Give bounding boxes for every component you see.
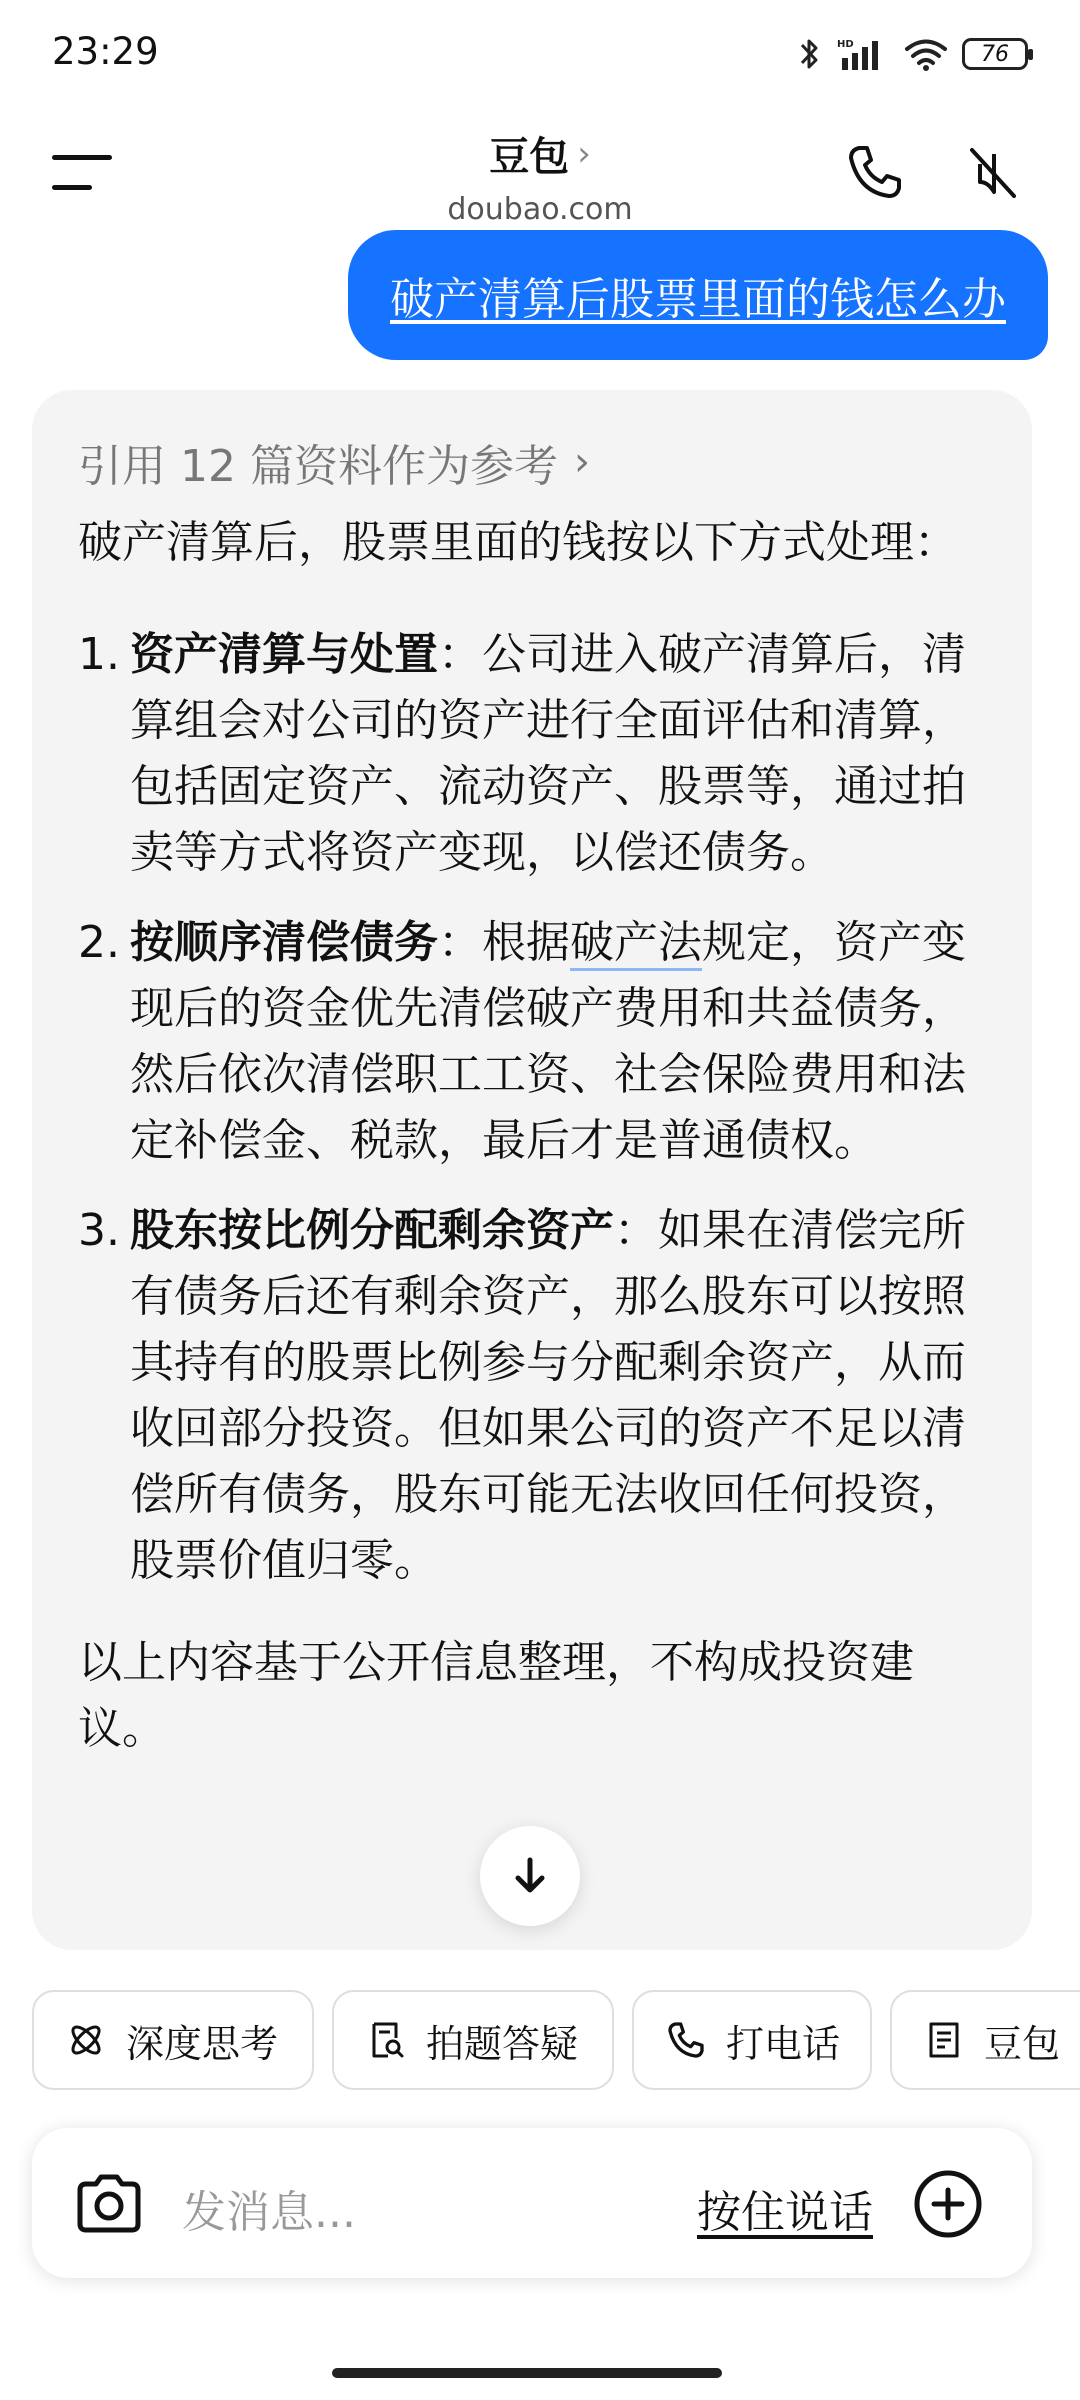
status-bar [0, 0, 1080, 110]
chat-title: 豆包 [489, 134, 570, 180]
chip-label: 深度思考 [126, 2021, 279, 2066]
message-input-bar [32, 2128, 1032, 2278]
user-message-text: 破产清算后股票里面的钱怎么办 [390, 274, 1006, 325]
list-text: ：根据 [438, 917, 570, 968]
chip-label: 打电话 [726, 2021, 841, 2066]
battery-indicator [962, 38, 1028, 70]
list-number: 1. [78, 629, 120, 680]
phone-icon [845, 142, 905, 202]
list-item [78, 1198, 998, 1594]
bluetooth-icon [798, 36, 822, 72]
list-item [78, 910, 998, 1174]
chip-deep-thinking[interactable] [32, 1990, 314, 2090]
chevron-right-icon: › [573, 439, 590, 485]
references-link[interactable] [78, 430, 590, 494]
add-attachment-button[interactable] [912, 2168, 984, 2240]
signal-icon [836, 36, 890, 72]
list-item [78, 622, 998, 886]
doc-icon [924, 2020, 964, 2060]
list-text: ：公司进入破产清算后，清算组会对公司的资产进行全面评估和清算，包括固定资产、流动资产、股票等，通过拍卖等方式将资产变现，以偿还债务。 [130, 629, 966, 878]
quick-action-chips [32, 1990, 1080, 2092]
chip-doubao[interactable] [890, 1990, 1080, 2090]
camera-icon [74, 2168, 144, 2238]
user-message-bubble[interactable] [348, 230, 1048, 360]
list-number: 3. [78, 1205, 120, 1256]
list-heading: 按顺序清偿债务 [130, 917, 438, 968]
home-indicator[interactable] [332, 2368, 722, 2378]
hold-to-talk-button[interactable]: 按住说话 [697, 2187, 873, 2238]
svg-text:HD: HD [837, 39, 854, 50]
atom-icon [66, 2020, 106, 2060]
system-icons [798, 34, 1028, 74]
chip-label: 拍题答疑 [426, 2021, 579, 2066]
arrow-down-icon [508, 1854, 552, 1898]
phone-icon [666, 2020, 706, 2060]
list-text: ：如果在清偿完所有债务后还有剩余资产，那么股东可以按照其持有的股票比例参与分配剩余资产，从而收回部分投资。但如果公司的资产不足以清偿所有债务，股东可能无法收回任何投资，股票价值归零。 [130, 1205, 966, 1586]
term-link[interactable]: 破产法 [570, 917, 702, 971]
list-text: 规定，资产变现后的资金优先清偿破产费用和共益债务，然后依次清偿职工工资、社会保险费用和法定补偿金、税款，最后才是普通债权。 [130, 917, 966, 1166]
chip-phone-call[interactable] [632, 1990, 872, 2090]
chevron-right-icon: › [577, 133, 591, 174]
list-number: 2. [78, 917, 120, 968]
scroll-to-bottom-button[interactable] [480, 1826, 580, 1926]
menu-button[interactable] [52, 155, 112, 195]
message-input[interactable]: 发消息... [182, 2187, 356, 2238]
answer-body [78, 510, 998, 1762]
chat-subtitle: doubao.com [447, 192, 633, 227]
references-label: 引用 12 篇资料作为参考 [78, 441, 558, 492]
wifi-icon [904, 36, 948, 72]
chip-photo-question[interactable] [332, 1990, 614, 2090]
plus-circle-icon [912, 2168, 984, 2240]
chat-header[interactable] [340, 125, 740, 227]
speaker-mute-icon [962, 142, 1022, 202]
phone-call-button[interactable] [845, 142, 905, 202]
answer-disclaimer: 以上内容基于公开信息整理，不构成投资建议。 [78, 1637, 914, 1754]
status-time: 23:29 [52, 30, 159, 73]
battery-level: 76 [981, 41, 1009, 67]
assistant-answer-card [32, 390, 1032, 1950]
search-doc-icon [366, 2020, 406, 2060]
chip-label: 豆包 [984, 2021, 1061, 2066]
answer-intro: 破产清算后，股票里面的钱按以下方式处理： [78, 517, 958, 568]
list-heading: 资产清算与处置 [130, 629, 438, 680]
camera-button[interactable] [74, 2168, 144, 2238]
list-heading: 股东按比例分配剩余资产 [130, 1205, 614, 1256]
mute-speaker-button[interactable] [962, 142, 1022, 202]
